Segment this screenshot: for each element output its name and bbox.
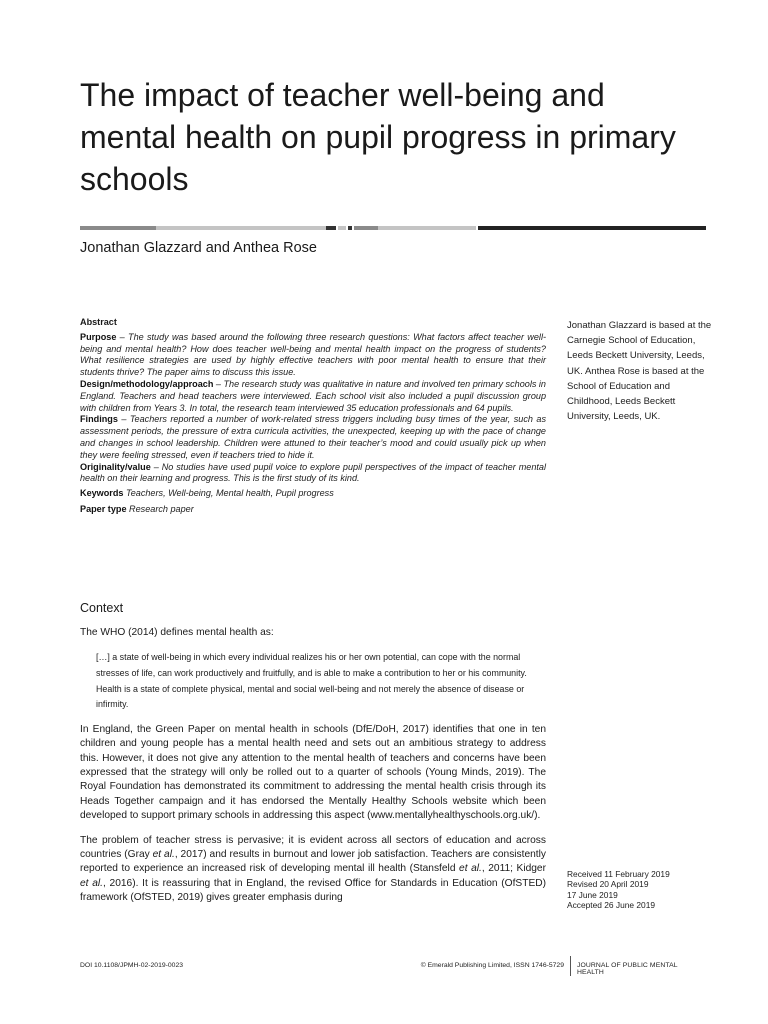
abstract-originality (80, 462, 546, 486)
page-footer (80, 962, 706, 976)
paper-type-text: Research paper (126, 503, 194, 514)
originality-label: Originality/value (80, 461, 151, 472)
rule-segment-grey-2 (156, 226, 326, 230)
keywords-label: Keywords (80, 488, 124, 499)
paper-type-label: Paper type (80, 503, 127, 514)
rule-segment-grey-5 (378, 226, 476, 230)
para2-part-d: , 2016). It is reassuring that in England, the revised Office for Standards in Education (OfSTED) framework (OfSTED, 2019) gives greater emphasis during (80, 877, 546, 904)
revised-date-2: 17 June 2019 (567, 889, 618, 900)
rule-segment-grey-3 (338, 226, 346, 230)
abstract-paper-type (80, 504, 546, 516)
design-text: – The research study was qualitative in nature and involved ten primary schools in England. Teachers and head teachers were interviewed. Each school visit also included a pupil discussion group with children from Years 3. In total, the research team interviewed 35 education professionals and 64 pupils. (80, 378, 546, 413)
abstract-heading: Abstract (80, 317, 117, 327)
purpose-text: – The study was based around the following three research questions: What factors affect teacher well-being and mental health? How does teacher well-being and mental health impact on the progress of students? What resilience strategies are used by highly effective teachers with poor mental health to ensure that their students thrive? The paper aims to discuss this issue. (80, 331, 546, 378)
context-intro: The WHO (2014) defines mental health as: (80, 627, 274, 638)
para2-etal-1: et al. (152, 849, 175, 861)
abstract-purpose (80, 332, 546, 379)
abstract-keywords (80, 488, 546, 500)
body-paragraph-1: In England, the Green Paper on mental health in schools (DfE/DoH, 2017) identifies that one in ten children and young people has a mental health need and sets out an ambitious strategy to address this. However, it does not give any attention to the mental health of teachers and concerns have been expressed that the strategy will only be rolled out to a quarter of schools (Young Minds, 2019). The Royal Foundation has demonstrated its commitment to addressing the mental health crisis through its Heads Together campaign and it has endorsed the Mentally Healthy Schools website which been developed to support primary schools in addressing this aspect (www.mentallyhealthyschools.org.uk/). (80, 723, 546, 822)
purpose-label: Purpose (80, 331, 117, 342)
abstract-design (80, 379, 546, 414)
findings-text: – Teachers reported a number of work-related stress triggers including busy times of the year, such as assessment periods, the pressure of extra curricula activities, the unexpected, keeping up with the pace of change and changes in school leadership. Children were attuned to their teacher’s mood and could usually pick up when they were feeling stressed, even if teachers tried to hide it. (80, 414, 546, 460)
para2-part-b: , 2017) and results in burnout and lower job satisfaction. Teachers are consistently reported to experience an increased risk of developing mental ill health (Stansfeld (80, 849, 546, 875)
body-text (80, 626, 546, 916)
footer-doi: DOI 10.1108/JPMH-02-2019-0023 (80, 962, 184, 969)
abstract-section (80, 317, 546, 516)
rule-segment-dark-1 (326, 226, 336, 230)
rule-segment-grey-1 (80, 226, 156, 230)
para2-etal-3: et al. (80, 877, 103, 889)
received-date: Received 11 February 2019 (567, 869, 670, 879)
abstract-findings (80, 414, 546, 461)
design-label: Design/methodology/approach (80, 378, 214, 389)
footer-divider (570, 956, 571, 976)
para2-etal-2: et al. (459, 863, 482, 875)
keywords-text: Teachers, Well-being, Mental health, Pupil progress (123, 488, 334, 499)
body-paragraph-2 (80, 834, 546, 906)
rule-segment-dark-2 (348, 226, 352, 230)
author-line: Jonathan Glazzard and Anthea Rose (80, 240, 317, 256)
rule-segment-dark-3 (478, 226, 706, 230)
para2-part-c: , 2011; Kidger (481, 863, 546, 875)
author-affiliation (567, 318, 717, 424)
footer-journal: JOURNAL OF PUBLIC MENTAL HEALTH (577, 962, 678, 976)
accepted-date: Accepted 26 June 2019 (567, 900, 656, 911)
article-title: The impact of teacher well-being and mental health on pupil progress in primary schools (80, 77, 676, 197)
article-dates (567, 869, 717, 911)
affiliation-text: Jonathan Glazzard is based at the Carnegie School of Education, Leeds Beckett University, Leeds, UK. Anthea Rose is based at the School of Education and Childhood, Leeds Beckett University, Leeds, UK. (567, 320, 712, 423)
para2-part-a: The problem of teacher stress is pervasive; it is evident across all sectors of education and across countries (Gray (80, 834, 546, 861)
footer-publisher: © Emerald Publishing Limited, ISSN 1746-5729 (420, 962, 564, 969)
originality-text: – No studies have used pupil voice to explore pupil perspectives of the impact of teacher mental health on their learning and progress. This is the first study of its kind. (80, 461, 546, 484)
revised-date: Revised 20 April 2019 (567, 879, 649, 890)
rule-segment-grey-4 (354, 226, 378, 230)
findings-label: Findings (80, 414, 118, 425)
context-heading: Context (80, 601, 124, 615)
who-quote: […] a state of well-being in which every individual realizes his or her own potential, can cope with the normal stresses of life, can work productively and fruitfully, and is able to make a contribution to her or his community. Health is a state of complete physical, mental and social well-being and not merely the absence of disease or infirmity. (96, 652, 527, 710)
